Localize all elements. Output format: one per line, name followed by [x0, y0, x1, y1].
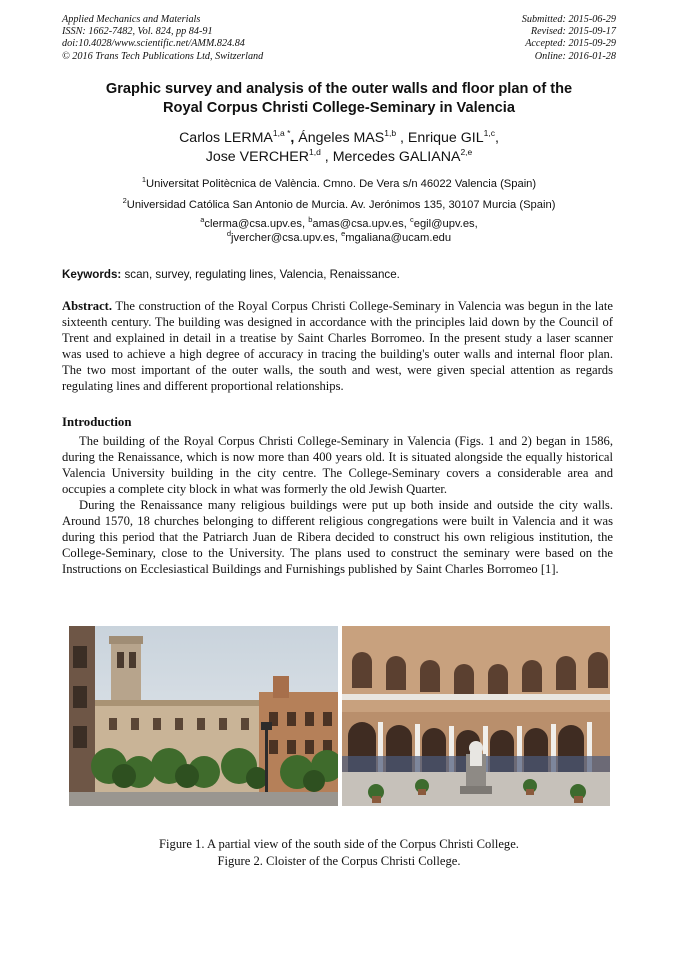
author-sup: 1,b	[384, 128, 397, 138]
journal-name: Applied Mechanics and Materials	[62, 14, 201, 25]
email-sup: c	[409, 215, 414, 224]
author-name: Ángeles MAS	[298, 130, 385, 146]
author-sup: 1,d	[309, 147, 321, 157]
email-address: mgaliana@ucam.edu	[345, 231, 452, 244]
affiliation-sup: 1	[141, 175, 147, 184]
date-accepted: Accepted: 2015-09-29	[525, 38, 616, 50]
journal-doi: doi:10.4028/www.scientific.net/AMM.824.84	[62, 38, 245, 50]
abstract	[62, 298, 613, 394]
email-address: egil@upv.es,	[413, 218, 478, 230]
author-line-1	[62, 129, 616, 148]
date-revised: Revised: 2015-09-17	[530, 26, 616, 38]
author-list	[62, 129, 616, 167]
journal-copyright: © 2016 Trans Tech Publications Ltd, Switzerland	[62, 50, 264, 62]
intro-paragraph-2: During the Renaissance many religious buildings were put up both inside and outside the city walls. Around 1570, 18 churches belonging to different religious congregations were built in Valencia and it was during this period that the Patriarch Juan de Ribera decided to construct his own religious institution, the College-Seminary, close to the University. The plans used to construct the seminary were based on the Instructions on Ecclesiastical Buildings and Furnishings published by Saint Charles Borromeo [1].	[62, 498, 613, 576]
abstract-text: The construction of the Royal Corpus Christi College-Seminary in Valencia was begun in the late sixteenth century. The building was designed in accordance with the principles laid down by the Council of Trent and explained in detail in a treatise by Saint Charles Borromeo. In the present study a laser scanner was used to achieve a high degree of accuracy in tracing the building's outer walls and internal floor plan. The two most important of the outer walls, the south and west, were given special attention as regards regulating lines and different proportional relationships.	[62, 299, 613, 393]
figure-captions	[62, 836, 616, 869]
author-sep: ,	[320, 149, 333, 165]
author-sep: ,	[290, 130, 299, 146]
section-heading-introduction: Introduction	[62, 415, 132, 429]
intro-paragraph-1: The building of the Royal Corpus Christi College-Seminary in Valencia (Figs. 1 and 2) began in 1586, during the Renaissance, which is now more than 400 years old. It is situated alongside the equally historical Valencia University building in the city centre. The College-Seminary covers a considerable area and occupies a complete city block in what was formerly the old Jewish Quarter.	[62, 434, 613, 496]
page-header	[62, 14, 616, 66]
keywords	[62, 268, 616, 282]
affiliation-2	[62, 198, 616, 212]
keywords-text: scan, survey, regulating lines, Valencia, Renaissance.	[121, 268, 400, 281]
email-address: jvercher@csa.upv.es,	[231, 231, 342, 244]
author-name: Carlos LERMA	[179, 130, 273, 146]
author-name: Mercedes GALIANA	[332, 149, 461, 165]
submission-dates	[522, 14, 616, 63]
title-line-2: Royal Corpus Christi College-Seminary in Valencia	[163, 100, 515, 116]
date-online: Online: 2016-01-28	[534, 50, 616, 62]
figure-1-caption: Figure 1. A partial view of the south side of the Corpus Christi College.	[159, 837, 519, 851]
author-sep: ,	[396, 130, 408, 146]
figure-1-image	[69, 626, 338, 806]
journal-issn: ISSN: 1662-7482, Vol. 824, pp 84-91	[62, 26, 213, 38]
journal-info	[62, 14, 263, 63]
author-sep: ,	[494, 130, 499, 146]
author-name: Jose VERCHER	[205, 149, 310, 165]
introduction-body	[62, 433, 613, 577]
author-line-2	[62, 148, 616, 167]
figure-2-caption: Figure 2. Cloister of the Corpus Christi College.	[217, 853, 461, 868]
email-sup: e	[341, 228, 346, 238]
keywords-label: Keywords:	[62, 268, 122, 281]
affiliation-text: Universidad Católica San Antonio de Murcia. Av. Jerónimos 135, 30107 Murcia (Spain)	[126, 199, 556, 211]
paper-title	[62, 80, 616, 118]
figure-2-image	[342, 626, 610, 806]
date-submitted: Submitted: 2015-06-29	[521, 14, 616, 25]
email-list	[62, 215, 616, 245]
affiliation-1	[62, 177, 616, 191]
email-sup: d	[226, 228, 232, 238]
affiliation-sup: 2	[122, 196, 127, 205]
email-line-2	[62, 228, 616, 246]
email-address: clerma@csa.upv.es,	[204, 218, 309, 230]
author-sup: 2,e	[460, 147, 473, 157]
author-sup: 1,a *	[272, 128, 291, 138]
affiliation-text: Universitat Politècnica de València. Cmno. De Vera s/n 46022 Valencia (Spain)	[146, 178, 537, 190]
author-sup: 1,c	[483, 128, 495, 138]
abstract-label: Abstract.	[62, 299, 113, 313]
title-line-1: Graphic survey and analysis of the outer walls and floor plan of the	[105, 81, 573, 97]
author-name: Enrique GIL	[407, 130, 484, 146]
email-address: amas@csa.upv.es,	[312, 218, 410, 230]
email-line-1	[62, 215, 616, 232]
email-sup: b	[308, 215, 313, 224]
email-sup: a	[200, 215, 205, 224]
